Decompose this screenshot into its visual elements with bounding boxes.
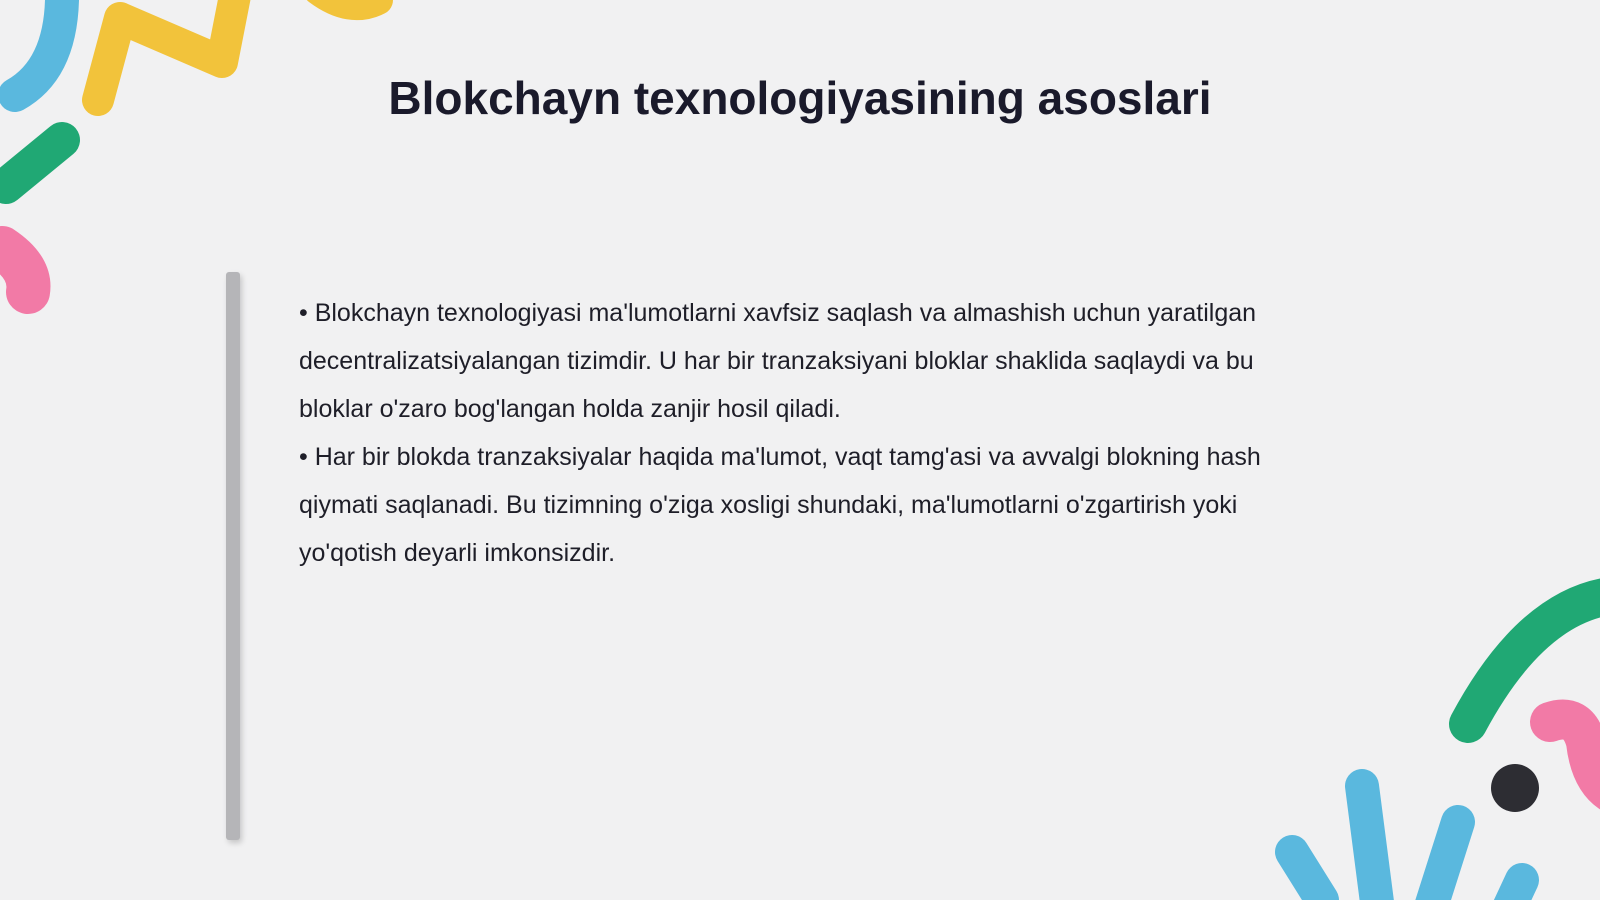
yellow-stroke-shape [318,0,378,5]
dark-dot-shape [1491,764,1539,812]
bullet-paragraph-1: • Blokchayn texnologiyasi ma'lumotlarni xavfsiz saqlash va almashish uchun yaratilgan decentralizatsiyalangan tizimdir. U har bir tranzaksiyani bloklar shaklida saqlaydi va bu bloklar o'zaro bog'langan holda zanjir hosil qiladi. [299,299,1257,423]
blue-burst-ray-3 [1430,822,1458,900]
blue-burst-ray-4 [1508,880,1522,900]
blue-burst-ray-1 [1292,852,1322,900]
blue-burst-ray-2 [1362,786,1378,900]
slide-body [299,289,1279,577]
pink-curl-shape [1550,720,1600,793]
slide-title: Blokchayn texnologiyasining asoslari [388,72,1212,124]
green-arc-shape [1468,596,1600,724]
pink-blob-shape [2,248,28,292]
accent-vertical-bar [226,272,240,840]
bullet-paragraph-2: • Har bir blokda tranzaksiyalar haqida ma'lumot, vaqt tamg'asi va avvalgi blokning hash qiymati saqlanadi. Bu tizimning o'ziga xosligi shundaki, ma'lumotlarni o'zgartirish yoki yo'qotish deyarli imkonsizdir. [299,443,1261,567]
green-stroke-shape [6,140,62,186]
